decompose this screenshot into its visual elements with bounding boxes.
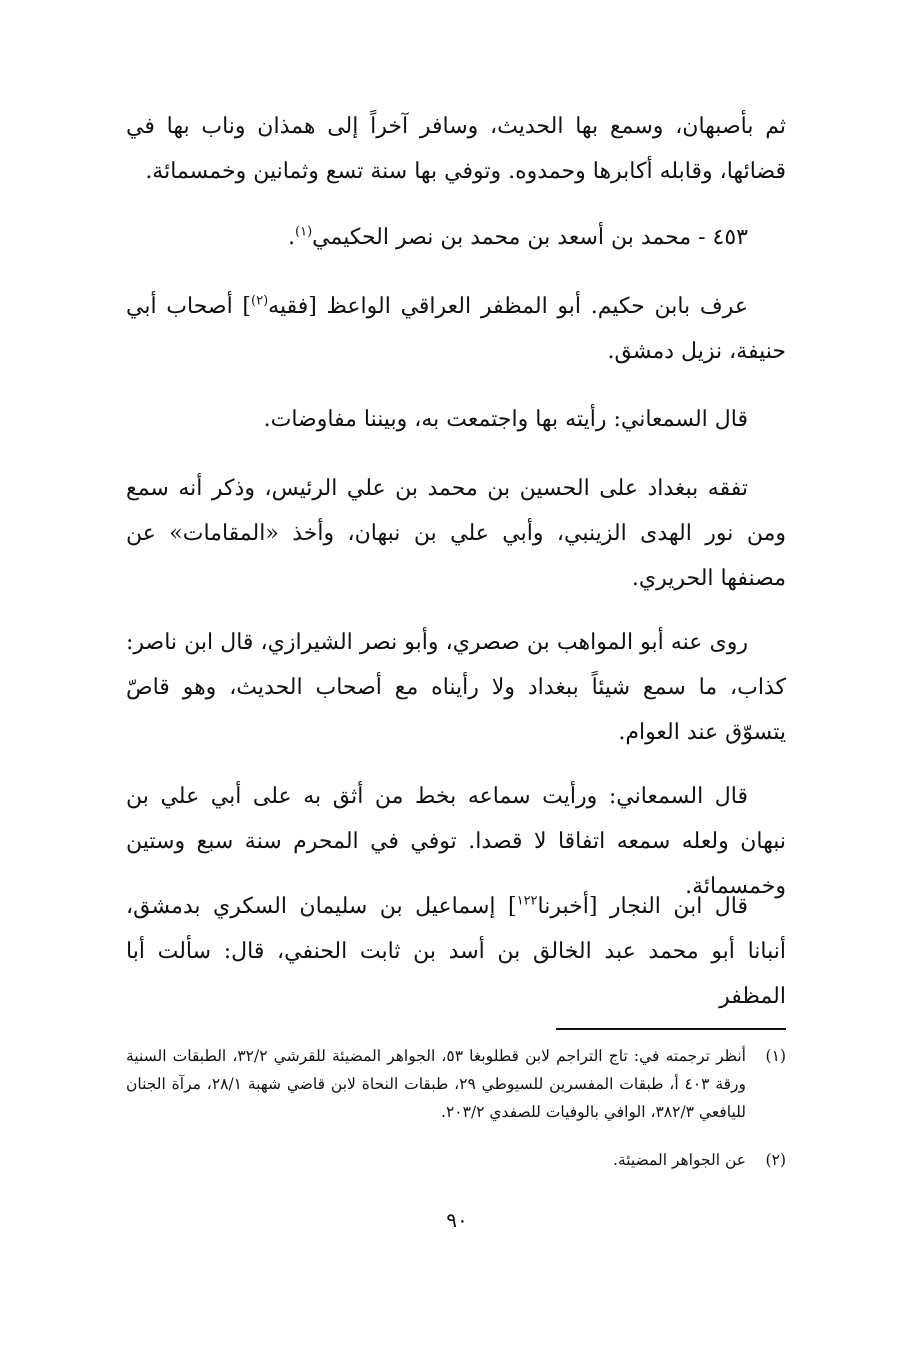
footnote-ref-2: (٢) bbox=[251, 293, 269, 309]
footnote-text: أنظر ترجمته في: تاج التراجم لابن قطلوبغا ٥٣، الجواهر المضيئة للقرشي ٣٢/٢، الطبقات السنية ورقة ٤٠٣ أ، طبقات المفسرين للسيوطي ٢٩، طبقات النحاة لابن قاضي شهبة ٢٨/١، مرآة الجنان لليافعي ٣٨٢/٣، الوافي بالوفيات للصفدي ٢٠٣/٢. bbox=[126, 1047, 747, 1121]
paragraph-ibn-najjar-part1: قال ابن النجار [أخبرنا bbox=[537, 894, 749, 919]
footnote-divider bbox=[556, 1028, 786, 1030]
footnote-number: (١) bbox=[765, 1047, 786, 1065]
paragraph-continuation: ثم بأصبهان، وسمع بها الحديث، وسافر آخراً إلى همذان وناب بها في قضائها، وقابله أكابرها وحمدوه. وتوفي بها سنة تسع وثمانين وخمسمائة. bbox=[126, 114, 786, 184]
page-number: ٩٠ bbox=[446, 1208, 468, 1232]
paragraph-ibn-najjar bbox=[126, 884, 786, 1019]
entry-heading bbox=[128, 215, 748, 260]
footnote-text: عن الجواهر المضيئة. bbox=[613, 1151, 746, 1169]
paragraph-samani-2: قال السمعاني: ورأيت سماعه بخط من أثق به على أبي علي بن نبهان ولعله سمعه اتفاقا لا قصدا. توفي في المحرم سنة سبع وستين وخمسمائة. bbox=[126, 784, 786, 899]
paragraph-kunya-part1: عرف بابن حكيم. أبو المظفر العراقي الواعظ [فقيه bbox=[268, 294, 748, 319]
paragraph-study: تفقه ببغداد على الحسين بن محمد بن علي الرئيس، وذكر أنه سمع ومن نور الهدى الزينبي، وأبي علي بن نبهان، وأخذ «المقامات» عن مصنفها الحريري. bbox=[126, 476, 786, 591]
footnote-ref-1: (١) bbox=[295, 224, 313, 240]
footnote-1 bbox=[126, 1042, 786, 1126]
footnote-number: (٢) bbox=[765, 1151, 786, 1169]
entry-title: ٤٥٣ - محمد بن أسعد بن محمد بن نصر الحكيمي bbox=[312, 225, 748, 250]
entry-title-end: . bbox=[288, 225, 295, 250]
paragraph-kunya-part2: ] أصحاب أبي حنيفة، نزيل دمشق. bbox=[126, 294, 786, 364]
paragraph-samani-1: قال السمعاني: رأيته بها واجتمعت به، وبيننا مفاوضات. bbox=[263, 407, 748, 432]
paragraph-kunya bbox=[126, 284, 786, 374]
paragraph-ibn-najjar-part2: ] إسماعيل بن سليمان السكري بدمشق، أنبانا أبو محمد عبد الخالق بن أسد بن ثابت الحنفي، قال: سألت أبا المظفر bbox=[126, 894, 786, 1009]
footnote-2 bbox=[126, 1146, 786, 1174]
paragraph-narrators: روى عنه أبو المواهب بن صصري، وأبو نصر الشيرازي، قال ابن ناصر: كذاب، ما سمع شيئاً ببغداد ولا رأيناه مع أصحاب الحديث، وهو قاصّ يتسوّق عند العوام. bbox=[126, 630, 786, 745]
inline-number: ١٢٢ bbox=[516, 893, 538, 909]
